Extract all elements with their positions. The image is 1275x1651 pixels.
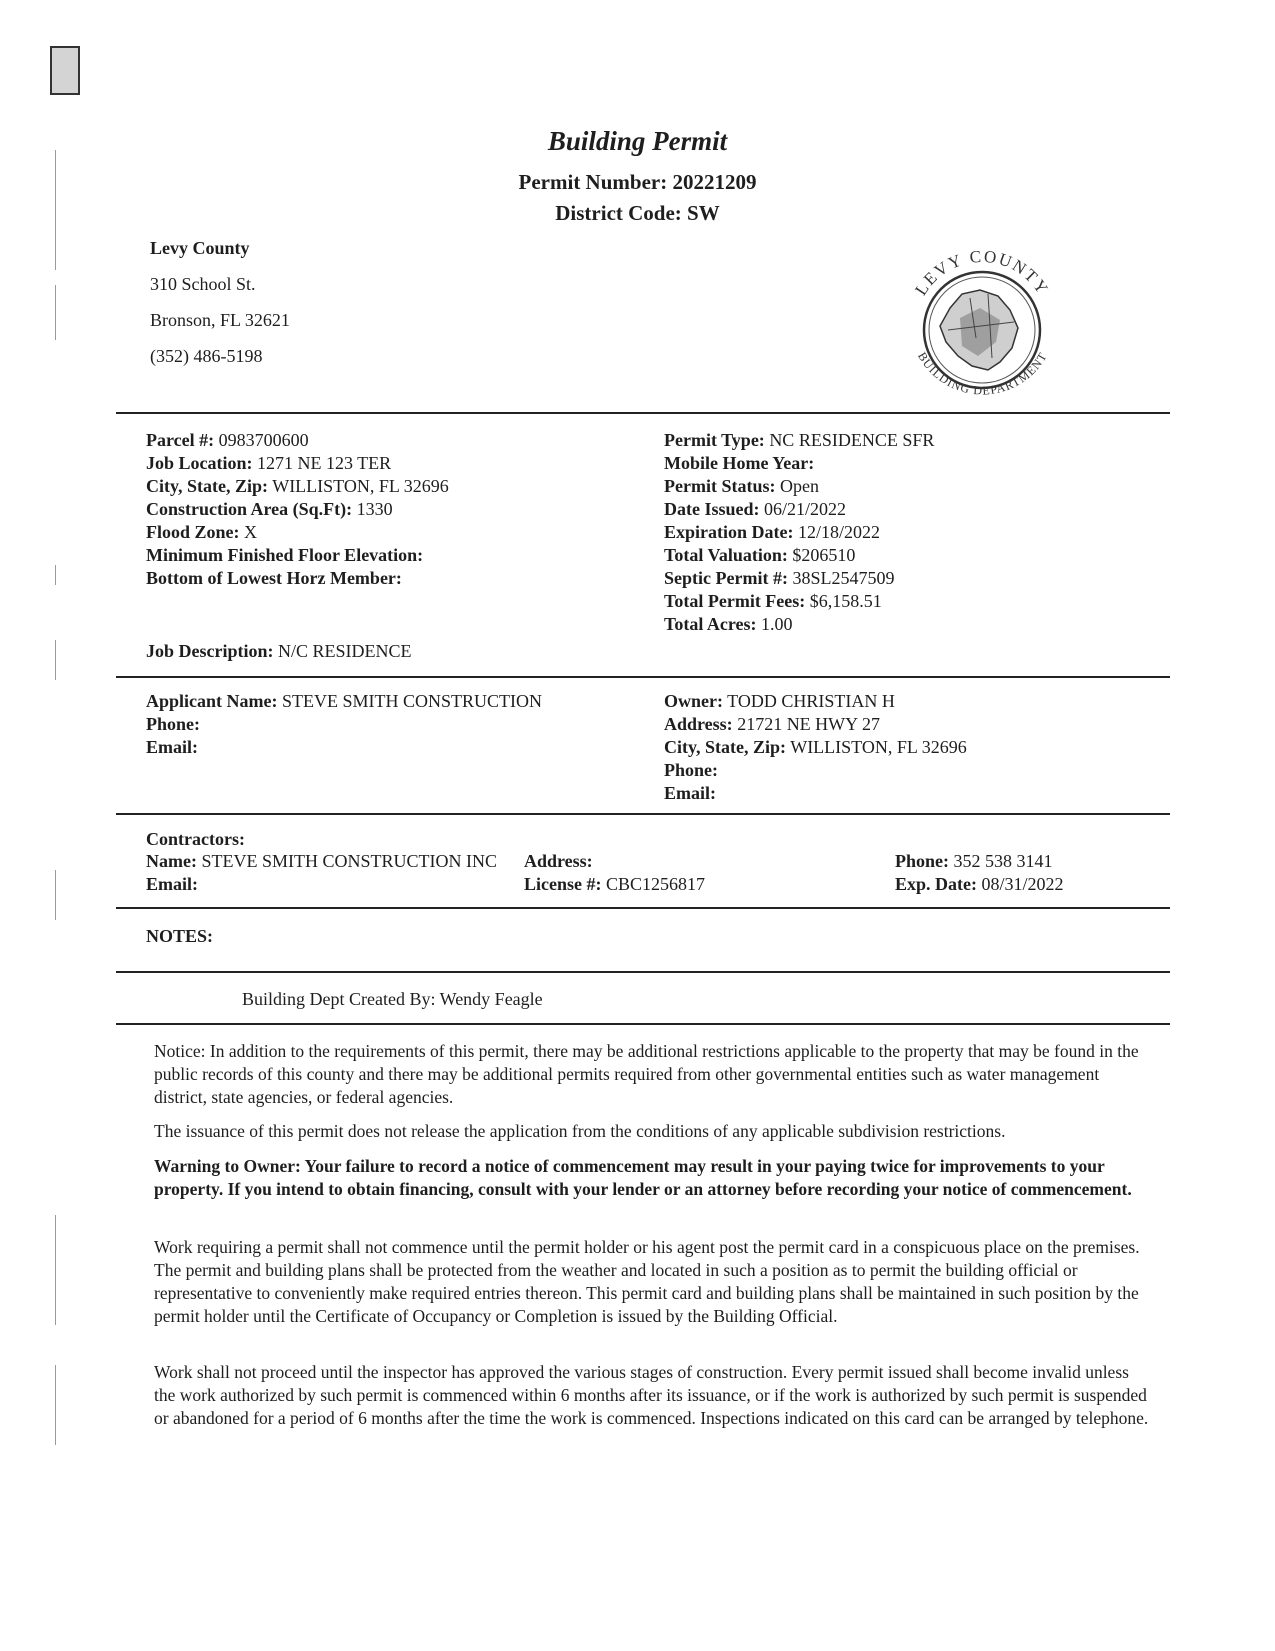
field-total-acres: Total Acres: 1.00 (664, 614, 793, 634)
job-description-label: Job Description: (146, 641, 274, 661)
field-applicant-email: Email: (146, 737, 198, 757)
contractor-middle (524, 850, 705, 896)
office-city: Bronson, FL 32621 (150, 310, 290, 330)
field-applicant-name: Applicant Name: STEVE SMITH CONSTRUCTION (146, 691, 543, 711)
field-job-location: Job Location: 1271 NE 123 TER (146, 453, 392, 473)
job-description-value: N/C RESIDENCE (278, 641, 412, 661)
field-owner-email: Email: (664, 783, 716, 803)
field-city-state-zip: City, State, Zip: WILLISTON, FL 32696 (146, 476, 449, 496)
contractor-right (895, 850, 1064, 896)
field-parcel: Parcel #: 0983700600 (146, 430, 309, 450)
scan-edge-mark (55, 870, 56, 920)
property-details-left (146, 429, 449, 590)
field-contractor-license: License #: CBC1256817 (524, 874, 706, 894)
created-by: Building Dept Created By: Wendy Feagle (242, 989, 543, 1009)
seal-bottom-text: BUILDING DEPARTMENT (915, 349, 1050, 398)
scan-edge-mark (55, 565, 56, 585)
district-code-line (0, 201, 1275, 226)
field-owner-address: Address: 21721 NE HWY 27 (664, 714, 881, 734)
section-divider (116, 813, 1170, 815)
section-divider (116, 971, 1170, 973)
contractors-heading: Contractors: (146, 829, 245, 849)
field-owner: Owner: TODD CHRISTIAN H (664, 691, 895, 711)
field-date-issued: Date Issued: 06/21/2022 (664, 499, 847, 519)
scan-edge-mark (55, 640, 56, 680)
applicant-details (146, 690, 542, 759)
property-details-right (664, 429, 934, 636)
field-mobile-home-year: Mobile Home Year: (664, 453, 815, 473)
field-applicant-phone: Phone: (146, 714, 200, 734)
county-seal-logo (900, 238, 1065, 410)
field-permit-status: Permit Status: Open (664, 476, 819, 496)
field-contractor-email: Email: (146, 874, 198, 894)
section-divider (116, 1023, 1170, 1025)
notice-paragraph: Work requiring a permit shall not commence until the permit holder or his agent post the permit card in a conspicuous place on the premises. The permit and building plans shall be protected from the weather and located in such a position as to permit the building official or representative to conveniently make required entries thereon. This permit card and building plans shall be maintained in such position by the permit holder until the Certificate of Occupancy or Completion is issued by the Building Official. (154, 1237, 1140, 1326)
field-contractor-name: Name: STEVE SMITH CONSTRUCTION INC (146, 851, 497, 871)
notes (146, 925, 213, 948)
field-owner-city-state-zip: City, State, Zip: WILLISTON, FL 32696 (664, 737, 967, 757)
permit-number-label: Permit Number: (518, 170, 668, 194)
field-contractor-address: Address: (524, 851, 593, 871)
corner-marker (50, 46, 80, 95)
field-owner-phone: Phone: (664, 760, 718, 780)
field-min-floor-elevation: Minimum Finished Floor Elevation: (146, 545, 424, 565)
field-flood-zone: Flood Zone: X (146, 522, 258, 542)
office-phone: (352) 486-5198 (150, 346, 263, 366)
owner-details (664, 690, 967, 805)
district-code-label: District Code: (555, 201, 682, 225)
field-contractor-exp-date: Exp. Date: 08/31/2022 (895, 874, 1064, 894)
field-contractor-phone: Phone: 352 538 3141 (895, 851, 1053, 871)
district-code: SW (687, 201, 720, 225)
scan-edge-mark (55, 285, 56, 340)
office-name: Levy County (150, 238, 250, 258)
job-description (146, 640, 412, 663)
seal-top-text: LEVY COUNTY (911, 246, 1053, 299)
field-expiration-date: Expiration Date: 12/18/2022 (664, 522, 881, 542)
notes-label: NOTES: (146, 926, 214, 946)
permit-number: 20221209 (672, 170, 757, 194)
document-title: Building Permit (547, 126, 728, 156)
field-total-valuation: Total Valuation: $206510 (664, 545, 856, 565)
scan-edge-mark (55, 1215, 56, 1325)
field-lowest-horz-member: Bottom of Lowest Horz Member: (146, 568, 402, 588)
scan-edge-mark (55, 1365, 56, 1445)
field-permit-type: Permit Type: NC RESIDENCE SFR (664, 430, 935, 450)
field-total-permit-fees: Total Permit Fees: $6,158.51 (664, 591, 882, 611)
contractor-left (146, 850, 497, 896)
section-divider (116, 412, 1170, 414)
section-divider (116, 907, 1170, 909)
section-divider (116, 676, 1170, 678)
notice-paragraph: Notice: In addition to the requirements of this permit, there may be additional restrictions applicable to the property that may be found in the public records of this county and there may be additional permits required from other governmental entities such as water management district, state agencies, or federal agencies. (154, 1041, 1139, 1107)
warning-to-owner: Warning to Owner: Your failure to record a notice of commencement may result in your paying twice for improvements to your property. If you intend to obtain financing, consult with your lender or an attorney before recording your notice of commencement. (154, 1156, 1132, 1199)
permit-number-line (0, 170, 1275, 195)
field-construction-area: Construction Area (Sq.Ft): 1330 (146, 499, 393, 519)
notice-paragraph: The issuance of this permit does not release the application from the conditions of any applicable subdivision restrictions. (154, 1121, 1006, 1141)
notice-paragraph: Work shall not proceed until the inspector has approved the various stages of construction. Every permit issued shall become invalid unless the work authorized by such permit is commenced within 6 months after its issuance, or if the work is authorized by such permit is suspended or abandoned for a period of 6 months after the time the work is commenced. Inspections indicated on this card can be arranged by telephone. (154, 1362, 1149, 1428)
field-septic-permit: Septic Permit #: 38SL2547509 (664, 568, 895, 588)
office-street: 310 School St. (150, 274, 256, 294)
